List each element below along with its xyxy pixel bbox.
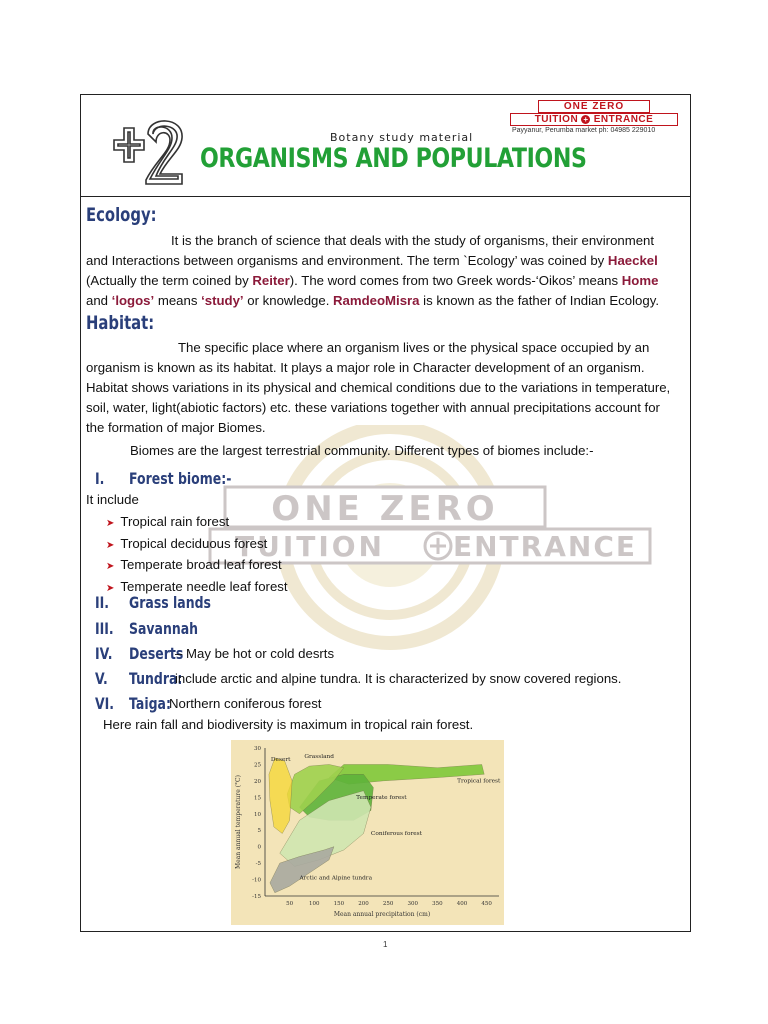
study-term: ‘study’ <box>201 293 244 308</box>
watermark-tuition: TUITION <box>234 530 386 563</box>
y-axis-label: Mean annual temperature (°C) <box>235 775 242 869</box>
page-title: ORGANISMS AND POPULATIONS <box>200 143 587 174</box>
x-tick-label: 300 <box>407 901 419 907</box>
arrow-bullet-icon: ➤ <box>106 561 115 573</box>
arrow-bullet-icon: ➤ <box>106 583 115 595</box>
numeral-6: VI. <box>95 694 115 713</box>
forest-types-list <box>106 512 288 599</box>
subtitle: Botany study material <box>330 131 474 144</box>
y-tick-label: -10 <box>252 877 261 884</box>
region-label-desert: Desert <box>270 757 291 764</box>
y-tick-label: 10 <box>254 811 261 818</box>
biodiversity-note: Here rain fall and biodiversity is maximum in tropical rain forest. <box>103 717 474 732</box>
x-tick-label: 100 <box>309 901 320 907</box>
logo-line-2 <box>510 113 678 126</box>
region-label-tropical-forest: Tropical forest <box>457 778 501 785</box>
numeral-1: I. <box>95 469 105 488</box>
forest-include-label: It include <box>86 492 139 507</box>
logo-entrance: ENTRANCE <box>593 114 654 125</box>
logo-tuition: TUITION <box>534 114 579 125</box>
ecology-heading: Ecology: <box>86 204 157 226</box>
list-item: ➤ Tropical deciduous forest <box>106 535 268 551</box>
logo-line-1: ONE ZERO <box>538 100 650 113</box>
y-tick-label: 25 <box>254 762 261 769</box>
x-tick-label: 450 <box>481 901 492 907</box>
x-tick-label: 200 <box>358 901 369 907</box>
y-tick-label: 30 <box>254 746 261 752</box>
brand-logo <box>510 100 678 138</box>
logo-address: Payyanur, Perumba market ph: 04985 229010 <box>512 127 656 134</box>
logos-term: ‘logos’ <box>111 293 155 308</box>
biome-tundra: Tundra: include arctic and alpine tundra. It is characterized by snow covered regions. <box>129 669 622 688</box>
x-tick-label: 400 <box>456 901 468 907</box>
arrow-bullet-icon: ➤ <box>106 518 115 529</box>
reiter-term: Reiter <box>252 273 290 288</box>
numeral-4: IV. <box>95 644 113 663</box>
habitat-heading: Habitat: <box>86 312 155 334</box>
biome-taiga: Taiga: Northern coniferous forest <box>129 694 322 713</box>
x-tick-label: 50 <box>286 901 294 907</box>
habitat-paragraph: The specific place where an organism lives or the physical space occupied by an organism is known as its habitat. It plays a major role in Character development of an organism. Habitat shows variations in its physical and chemical conditions due to the variations in temperature, soil, water, light(abiotic factors) etc. these variations together with annual precipitations account for the formation of major Biomes. <box>86 340 671 435</box>
x-axis-label: Mean annual precipitation (cm) <box>333 911 431 918</box>
misra-term: RamdeoMisra <box>333 293 420 308</box>
biome-grass-lands: Grass lands <box>129 593 211 612</box>
region-label-temperate-forest: Temperate forest <box>356 794 407 801</box>
region-label-coniferous-forest: Coniferous forest <box>370 831 422 838</box>
plus-two-badge <box>100 104 190 194</box>
region-label-grassland: Grassland <box>304 753 334 760</box>
numeral-3: III. <box>95 619 114 638</box>
y-tick-label: -5 <box>255 861 261 868</box>
page-number: 1 <box>383 940 388 949</box>
y-tick-label: 5 <box>257 828 261 835</box>
biome-climate-chart <box>231 740 504 925</box>
x-tick-label: 250 <box>382 901 394 907</box>
watermark-line-1: ONE ZERO <box>271 489 499 529</box>
region-label-arctic-and-alpine-tundra: Arctic and Alpine tundra <box>299 875 373 882</box>
ecology-paragraph: It is the branch of science that deals with the study of organisms, their environment and Interactions between organisms and environment. The term `Ecology’ was coined by Haeckel (Actually the term coined by Reiter). The word comes from two Greek words-‘Oikos’ means Home and ‘logos’ means ‘study’ or knowledge. RamdeoMisra is known as the father of Indian Ecology. <box>86 233 659 308</box>
x-tick-label: 350 <box>432 901 443 907</box>
biome-savannah: Savannah <box>129 619 199 638</box>
biomes-intro: Biomes are the largest terrestrial community. Different types of biomes include:- <box>130 443 594 458</box>
numeral-5: V. <box>95 669 108 688</box>
x-tick-label: 150 <box>333 901 345 907</box>
list-item: ➤ Temperate needle leaf forest <box>106 579 288 595</box>
forest-biome-heading: Forest biome:- <box>129 469 232 488</box>
y-tick-label: 0 <box>257 844 261 851</box>
list-item: ➤ Temperate broad leaf forest <box>106 557 282 573</box>
y-tick-label: 20 <box>254 778 261 785</box>
plus-circle-icon: + <box>583 114 589 124</box>
home-term: Home <box>621 273 659 288</box>
numeral-2: II. <box>95 593 110 612</box>
arrow-bullet-icon: ➤ <box>106 539 115 551</box>
watermark-entrance: ENTRANCE <box>453 530 637 563</box>
biome-deserts: Deserts – May be hot or cold desrts <box>129 644 335 663</box>
list-item: ➤ Tropical rain forest <box>106 514 230 529</box>
header-divider <box>80 196 691 197</box>
haeckel-term: Haeckel <box>607 253 658 268</box>
y-tick-label: 15 <box>254 795 261 802</box>
y-tick-label: -15 <box>252 894 261 900</box>
